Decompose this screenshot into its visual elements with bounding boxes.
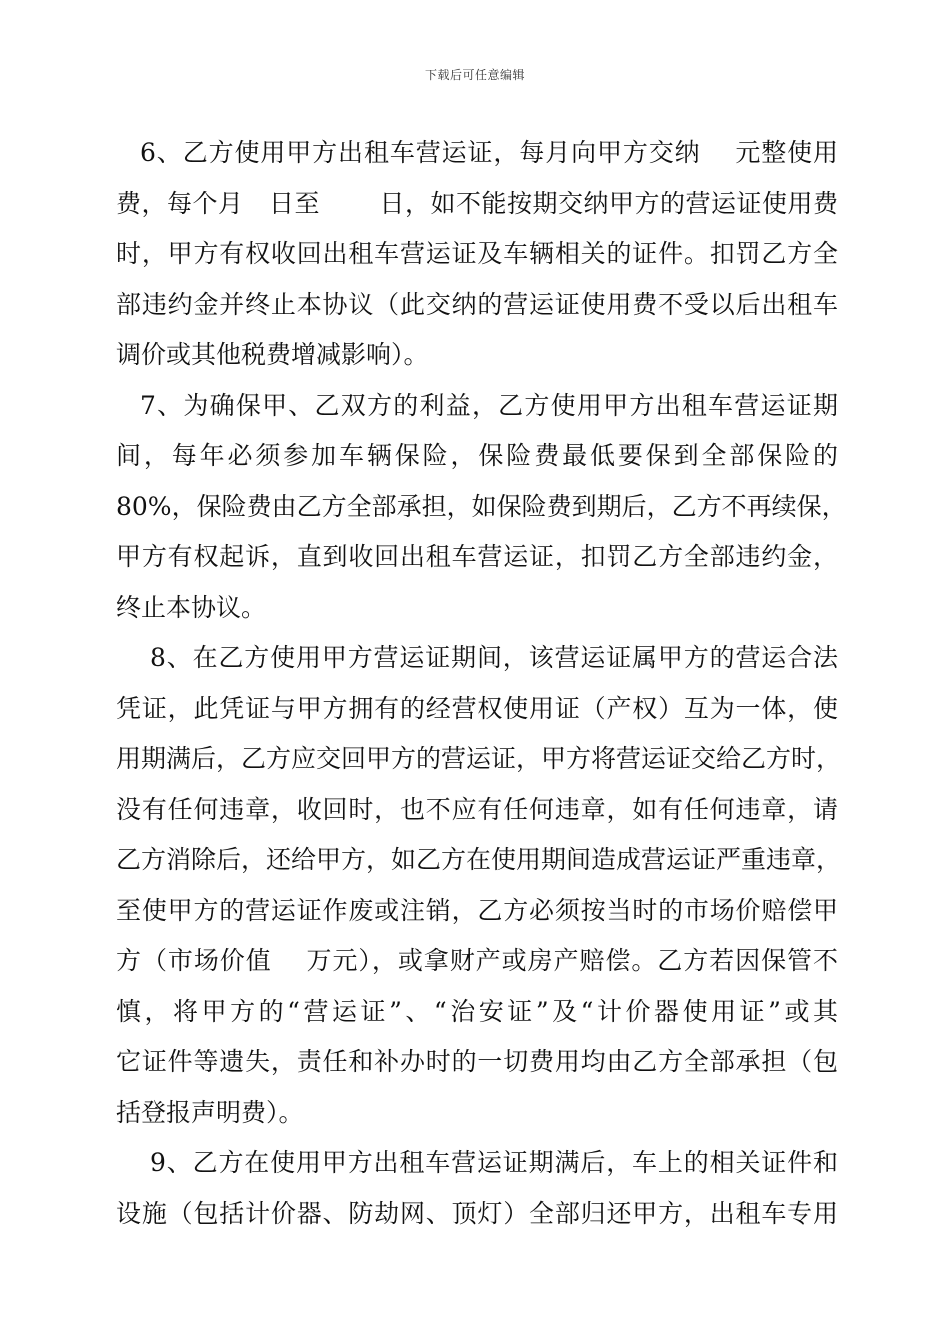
text-line: 用期满后，乙方应交回甲方的营运证，甲方将营运证交给乙方时， (116, 744, 842, 773)
paragraph-7 (116, 381, 847, 634)
text-line: 括登报声明费）。 (116, 1097, 304, 1127)
document-body (116, 128, 847, 1239)
text-line: 慎，将甲方的“营运证”、“治安证”及“计价器使用证”或其 (116, 996, 838, 1026)
text-line: 没有任何违章，收回时，也不应有任何违章，如有任何违章，请 (116, 794, 838, 824)
paragraph-9 (116, 1138, 838, 1239)
text-line: 80%，保险费由乙方全部承担，如保险费到期后，乙方不再续保， (116, 491, 847, 521)
text-line: 部违约金并终止本协议（此交纳的营运证使用费不受以后出租车 (116, 289, 838, 319)
text-line: 时，甲方有权收回出租车营运证及车辆相关的证件。扣罚乙方全 (116, 239, 838, 268)
text-line: 8、在乙方使用甲方营运证期间，该营运证属甲方的营运合法 (150, 643, 838, 672)
text-line: 乙方消除后，还给甲方，如乙方在使用期间造成营运证严重违章， (116, 845, 842, 874)
page-header: 下载后可任意编辑 (424, 68, 525, 82)
text-line: 设施（包括计价器、防劫网、顶灯）全部归还甲方，出租车专用 (116, 1198, 838, 1228)
text-line: 甲方有权起诉，直到收回出租车营运证，扣罚乙方全部违约金， (116, 542, 838, 571)
paragraph-6 (116, 128, 838, 381)
text-line: 费，每个月 日至 日，如不能按期交纳甲方的营运证使用费 (116, 188, 838, 218)
text-line: 至使甲方的营运证作废或注销，乙方必须按当时的市场价赔偿甲 (116, 895, 838, 925)
text-line: 凭证，此凭证与甲方拥有的经营权使用证（产权）互为一体，使 (116, 693, 838, 723)
text-line: 终止本协议。 (116, 592, 267, 622)
text-line: 9、乙方在使用甲方出租车营运证期满后，车上的相关证件和 (150, 1148, 838, 1177)
text-line: 方（市场价值 万元），或拿财产或房产赔偿。乙方若因保管不 (116, 946, 838, 975)
text-line: 它证件等遗失，责任和补办时的一切费用均由乙方全部承担（包 (116, 1047, 838, 1076)
paragraph-8 (116, 633, 842, 1138)
text-line: 6、乙方使用甲方出租车营运证，每月向甲方交纳 元整使用 (140, 138, 838, 167)
text-line: 7、为确保甲、乙双方的利益，乙方使用甲方出租车营运证期 (140, 390, 838, 420)
text-line: 间，每年必须参加车辆保险，保险费最低要保到全部保险的 (116, 441, 838, 470)
text-line: 调价或其他税费增减影响）。 (116, 340, 429, 369)
